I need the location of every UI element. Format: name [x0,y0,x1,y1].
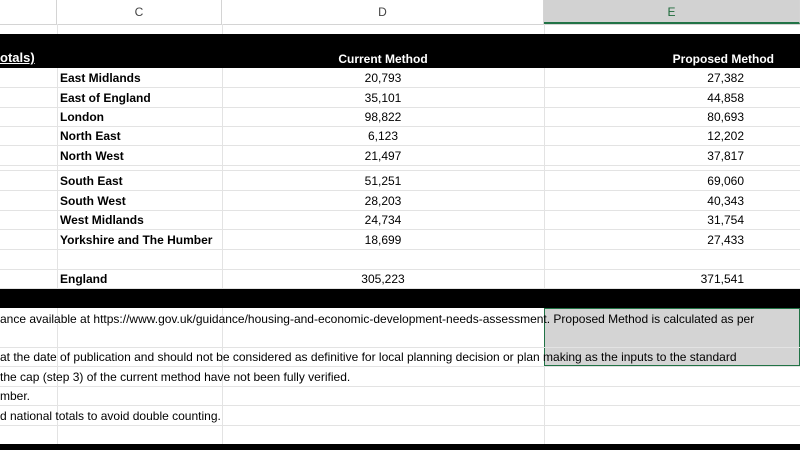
total-current-value: 305,223 [361,272,405,286]
region-name: South West [60,194,126,208]
proposed-value: 40,343 [707,194,744,208]
proposed-value: 12,202 [707,129,744,143]
bottom-border [0,444,800,450]
current-value: 28,203 [364,194,402,208]
region-name: London [60,110,104,124]
column-header-b[interactable] [0,0,57,24]
region-name: East Midlands [60,71,141,85]
proposed-value: 27,382 [707,71,744,85]
note-line: mber. [0,389,31,403]
proposed-value: 27,433 [707,233,744,247]
table-row[interactable] [0,88,800,108]
note-line: the cap (step 3) of the current method have not been fully verified. [0,370,351,384]
region-name: West Midlands [60,213,144,227]
table-row[interactable] [0,210,800,230]
separator-band [0,289,800,308]
column-header-c[interactable]: C [57,0,222,24]
current-value: 21,497 [364,149,402,163]
region-name: North West [60,149,124,163]
table-header-band [0,34,800,68]
table-row[interactable] [0,191,800,211]
current-value: 20,793 [364,71,402,85]
total-name: England [60,272,108,286]
table-row[interactable] [0,146,800,166]
note-line: d national totals to avoid double counting. [0,409,221,423]
proposed-value: 80,693 [707,110,744,124]
proposed-value: 69,060 [707,174,744,188]
region-name: South East [60,174,123,188]
region-name: Yorkshire and The Humber [60,233,213,247]
note-line: at the date of publication and should not be considered as definitive for local planning decision or plan making as the inputs to the standard [0,350,737,364]
total-proposed-value: 371,541 [700,272,744,286]
proposed-value: 37,817 [707,149,744,163]
gridline [0,366,800,367]
current-value: 6,123 [367,129,399,143]
current-value: 51,251 [364,174,402,188]
table-row[interactable] [0,171,800,191]
current-value: 98,822 [364,110,402,124]
proposed-value: 31,754 [707,213,744,227]
column-header-bar [0,0,800,25]
column-header-e[interactable]: E [544,0,800,24]
gridline [0,405,800,406]
total-row[interactable] [0,269,800,289]
current-method-header: Current Method [338,52,428,66]
proposed-value: 44,858 [707,91,744,105]
table-title: otals) [0,50,35,65]
note-line: ance available at https://www.gov.uk/guidance/housing-and-economic-development-needs-assessment. Proposed Method is calculated as per [0,312,755,326]
gridline [0,386,800,387]
column-header-d[interactable]: D [222,0,544,24]
empty-row[interactable] [0,250,800,270]
current-value: 35,101 [364,91,402,105]
current-value: 24,734 [364,213,402,227]
region-name: North East [60,129,121,143]
region-name: East of England [60,91,151,105]
table-row[interactable] [0,107,800,127]
table-row[interactable] [0,68,800,88]
table-row[interactable] [0,230,800,250]
table-row[interactable] [0,126,800,146]
proposed-method-header: Proposed Method [672,52,774,66]
current-value: 18,699 [364,233,402,247]
gridline [0,425,800,426]
